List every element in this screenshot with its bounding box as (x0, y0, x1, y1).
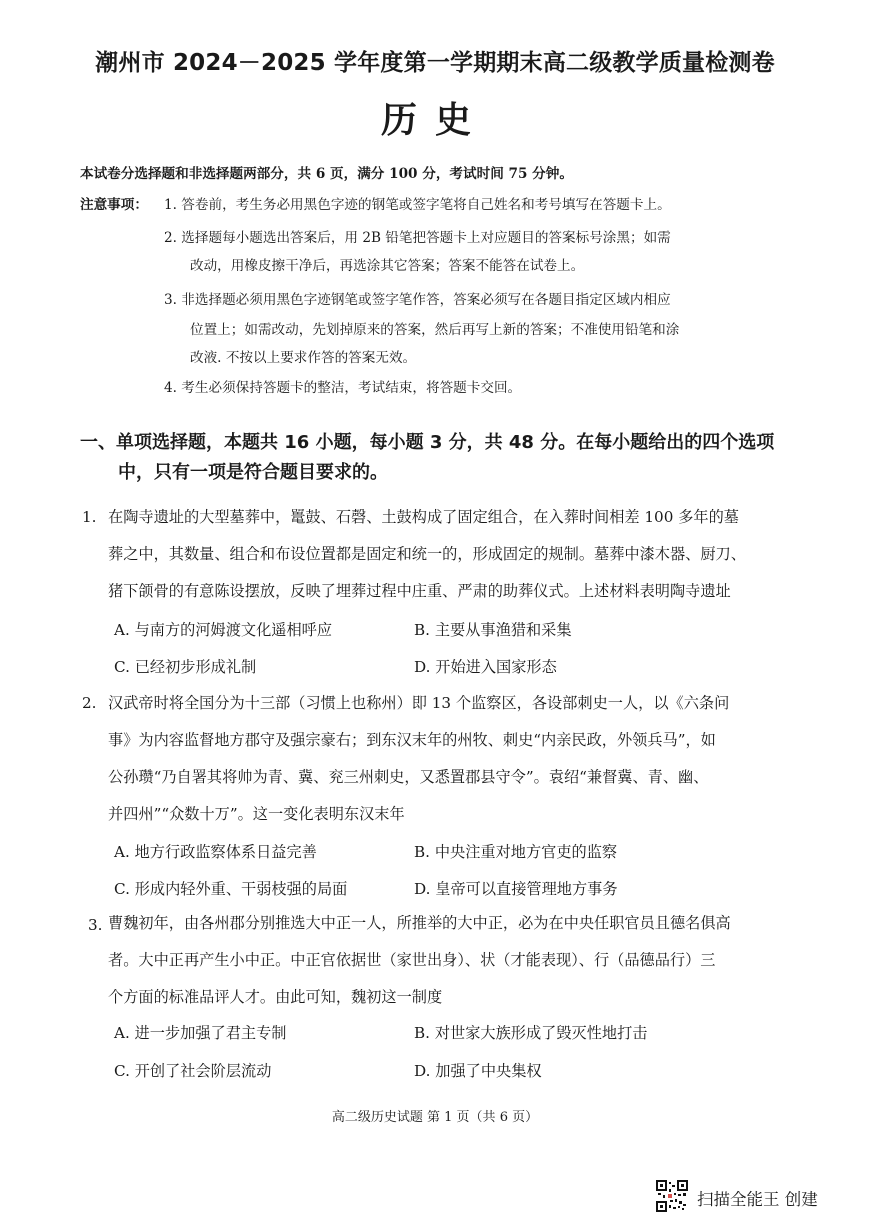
question-text: 在陶寺遗址的大型墓葬中，鼍鼓、石磬、土鼓构成了固定组合，在入葬时间相差 100 多年的墓 (108, 508, 739, 526)
exam-title: 潮州市 2024－2025 学年度第一学期期末高二级教学质量检测卷 (95, 50, 775, 76)
exam-intro: 本试卷分选择题和非选择题两部分，共 6 页，满分 100 分，考试时间 75 分钟。 (80, 166, 573, 182)
option-d: D. 开始进入国家形态 (414, 658, 557, 676)
option-d: D. 皇帝可以直接管理地方事务 (414, 880, 618, 898)
section-heading: 一、单项选择题，本题共 16 小题，每小题 3 分，共 48 分。在每小题给出的四个选项 (80, 432, 775, 453)
question-text: 猪下颌骨的有意陈设摆放，反映了埋葬过程中庄重、严肃的助葬仪式。上述材料表明陶寺遗址 (108, 582, 731, 600)
option-b: B. 中央注重对地方官吏的监察 (414, 843, 618, 861)
option-a: A. 与南方的河姆渡文化遥相呼应 (114, 621, 333, 639)
page-footer: 高二级历史试题 第 1 页（共 6 页） (331, 1110, 539, 1125)
question-number: 2. (82, 694, 97, 712)
option-a: A. 地方行政监察体系日益完善 (114, 843, 317, 861)
question-number: 1. (82, 508, 97, 526)
notice-line: 1. 答卷前，考生务必用黑色字迹的钢笔或签字笔将自己姓名和考号填写在答题卡上。 (164, 197, 671, 213)
question-text: 公孙瓒“乃自署其将帅为青、冀、兖三州刺史，又悉置郡县守令”。袁绍“兼督冀、青、幽、 (108, 768, 709, 786)
subject-title: 历史 (380, 100, 489, 141)
question-text: 曹魏初年，由各州郡分别推选大中正一人，所推举的大中正，必为在中央任职官员且德名俱高 (108, 914, 731, 932)
option-a: A. 进一步加强了君主专制 (114, 1024, 287, 1042)
notice-line: 位置上；如需改动，先划掉原来的答案，然后再写上新的答案；不准使用铅笔和涂 (190, 322, 680, 338)
option-b: B. 主要从事渔猎和采集 (414, 621, 572, 639)
question-text: 个方面的标准品评人才。由此可知，魏初这一制度 (108, 988, 443, 1006)
qr-code-icon (656, 1180, 688, 1212)
question-text: 事》为内容监督地方郡守及强宗豪右；到东汉末年的州牧、刺史“内亲民政，外领兵马”，如 (108, 731, 716, 749)
option-c: C. 形成内轻外重、干弱枝强的局面 (114, 880, 348, 898)
option-c: C. 已经初步形成礼制 (114, 658, 257, 676)
notice-line: 改液. 不按以上要求作答的答案无效。 (190, 350, 417, 366)
question-text: 并四州”“众数十万”。这一变化表明东汉末年 (108, 805, 405, 823)
notice-line: 3. 非选择题必须用黑色字迹钢笔或签字笔作答，答案必须写在各题目指定区域内相应 (164, 292, 671, 308)
notice-line: 改动，用橡皮擦干净后，再选涂其它答案；答案不能答在试卷上。 (190, 258, 585, 274)
question-text: 葬之中，其数量、组合和布设位置都是固定和统一的，形成固定的规制。墓葬中漆木器、厨刀、 (108, 545, 746, 563)
option-b: B. 对世家大族形成了毁灭性地打击 (414, 1024, 648, 1042)
notice-line: 2. 选择题每小题选出答案后，用 2B 铅笔把答题卡上对应题目的答案标号涂黑；如需 (164, 230, 671, 246)
section-heading-cont: 中，只有一项是符合题目要求的。 (118, 462, 388, 483)
question-text: 汉武帝时将全国分为十三部（习惯上也称州）即 13 个监察区，各设部刺史一人，以《六条问 (108, 694, 730, 712)
option-d: D. 加强了中央集权 (414, 1062, 542, 1080)
notice-label: 注意事项： (80, 197, 148, 213)
notice-line: 4. 考生必须保持答题卡的整洁，考试结束，将答题卡交回。 (164, 380, 522, 396)
question-number: 3. (88, 916, 103, 934)
question-text: 者。大中正再产生小中正。中正官依据世（家世出身）、状（才能表现）、行（品德品行）三 (108, 951, 716, 969)
option-c: C. 开创了社会阶层流动 (114, 1062, 272, 1080)
watermark-text: 扫描全能王 创建 (697, 1190, 818, 1209)
